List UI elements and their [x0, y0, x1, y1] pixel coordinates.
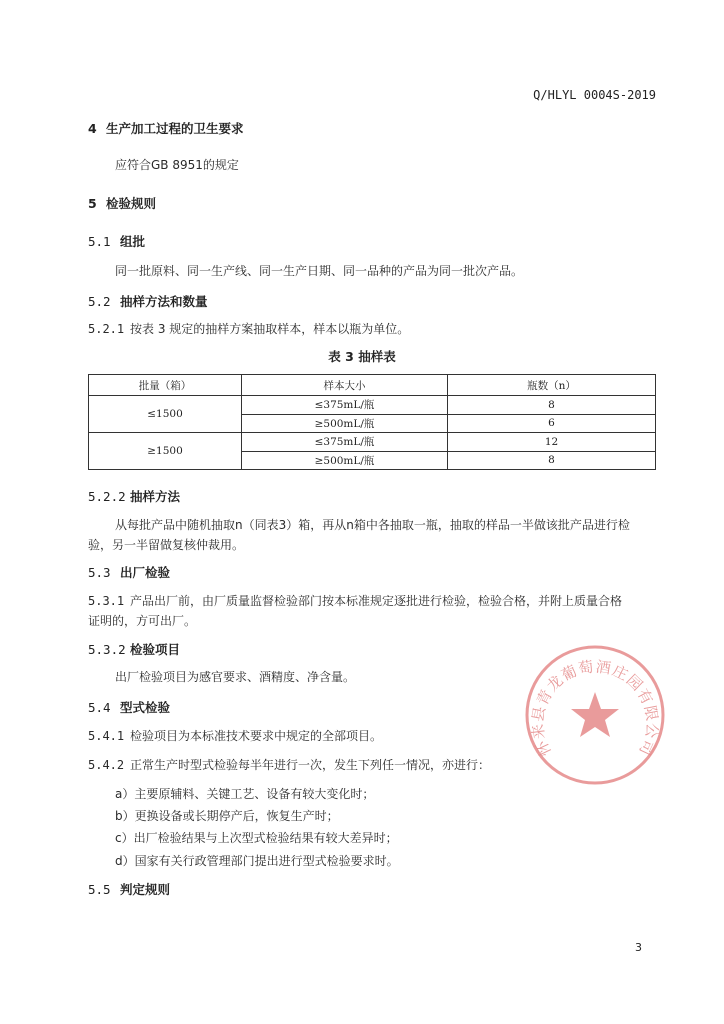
table-caption: 表 3 抽样表 [328, 349, 396, 364]
bottle-count-cell: 8 [448, 451, 656, 470]
list-item: d）国家有关行政管理部门提出进行型式检验要求时。 [115, 854, 399, 868]
header-sample-size: 样本大小 [242, 375, 448, 396]
batch-cell: ≥1500 [89, 433, 242, 470]
section-5-3-1-text-line1: 5.3.1 产品出厂前，由厂质量监督检验部门按本标准规定逐批进行检验，检验合格，并附上质量合格 [88, 594, 623, 608]
page-number: 3 [635, 941, 642, 954]
sample-size-cell: ≥500mL/瓶 [242, 414, 448, 433]
seal-star-icon [571, 692, 619, 737]
bottle-count-cell: 8 [448, 396, 656, 415]
table-row [89, 433, 656, 452]
header-bottle-count: 瓶数（n） [448, 375, 656, 396]
section-5-1-text: 同一批原料、同一生产线、同一生产日期、同一品种的产品为同一批次产品。 [115, 264, 524, 278]
section-5-4-2-text: 5.4.2 正常生产时型式检验每半年进行一次，发生下列任一情况，亦进行： [88, 758, 491, 772]
section-4-text: 应符合GB 8951的规定 [115, 158, 239, 172]
sample-size-cell: ≤375mL/瓶 [242, 396, 448, 415]
section-4-heading: 4 生产加工过程的卫生要求 [88, 121, 244, 136]
header-batch: 批量（箱） [89, 375, 242, 396]
section-5-5-heading: 5.5 判定规则 [88, 882, 171, 897]
section-5-2-2-heading: 5.2.2 抽样方法 [88, 489, 181, 504]
section-5-4-1-text: 5.4.1 检验项目为本标准技术要求中规定的全部项目。 [88, 729, 383, 743]
section-5-2-1-text: 5.2.1 按表 3 规定的抽样方案抽取样本，样本以瓶为单位。 [88, 322, 410, 336]
bottle-count-cell: 6 [448, 414, 656, 433]
list-item: a）主要原辅料、关键工艺、设备有较大变化时； [115, 787, 375, 801]
document-code: Q/HLYL 0004S-2019 [533, 88, 656, 102]
section-5-2-2-text-line2: 验，另一半留做复核仲裁用。 [88, 538, 245, 552]
seal-text: 怀来县青龙葡萄酒庄园有限公司 [528, 657, 662, 760]
section-5-3-2-heading: 5.3.2 检验项目 [88, 642, 181, 657]
section-5-3-2-text: 出厂检验项目为感官要求、酒精度、净含量。 [115, 670, 356, 684]
batch-cell: ≤1500 [89, 396, 242, 433]
section-5-3-heading: 5.3 出厂检验 [88, 565, 171, 580]
section-5-2-2-text-line1: 从每批产品中随机抽取n（同表3）箱，再从n箱中各抽取一瓶，抽取的样品一半做该批产品进行检 [115, 518, 630, 532]
section-5-3-1-text-line2: 证明的，方可出厂。 [88, 614, 197, 628]
sample-size-cell: ≥500mL/瓶 [242, 451, 448, 470]
section-5-4-heading: 5.4 型式检验 [88, 700, 171, 715]
bottle-count-cell: 12 [448, 433, 656, 452]
company-seal [520, 640, 670, 790]
table-row [89, 396, 656, 415]
sample-size-cell: ≤375mL/瓶 [242, 433, 448, 452]
list-item: c）出厂检验结果与上次型式检验结果有较大差异时； [115, 831, 398, 845]
section-5-2-heading: 5.2 抽样方法和数量 [88, 294, 208, 309]
section-5-heading: 5 检验规则 [88, 196, 157, 211]
table-header-row [89, 375, 656, 396]
list-item: b）更换设备或长期停产后，恢复生产时； [115, 809, 339, 823]
section-5-1-heading: 5.1 组批 [88, 234, 146, 249]
sampling-table [88, 374, 656, 470]
